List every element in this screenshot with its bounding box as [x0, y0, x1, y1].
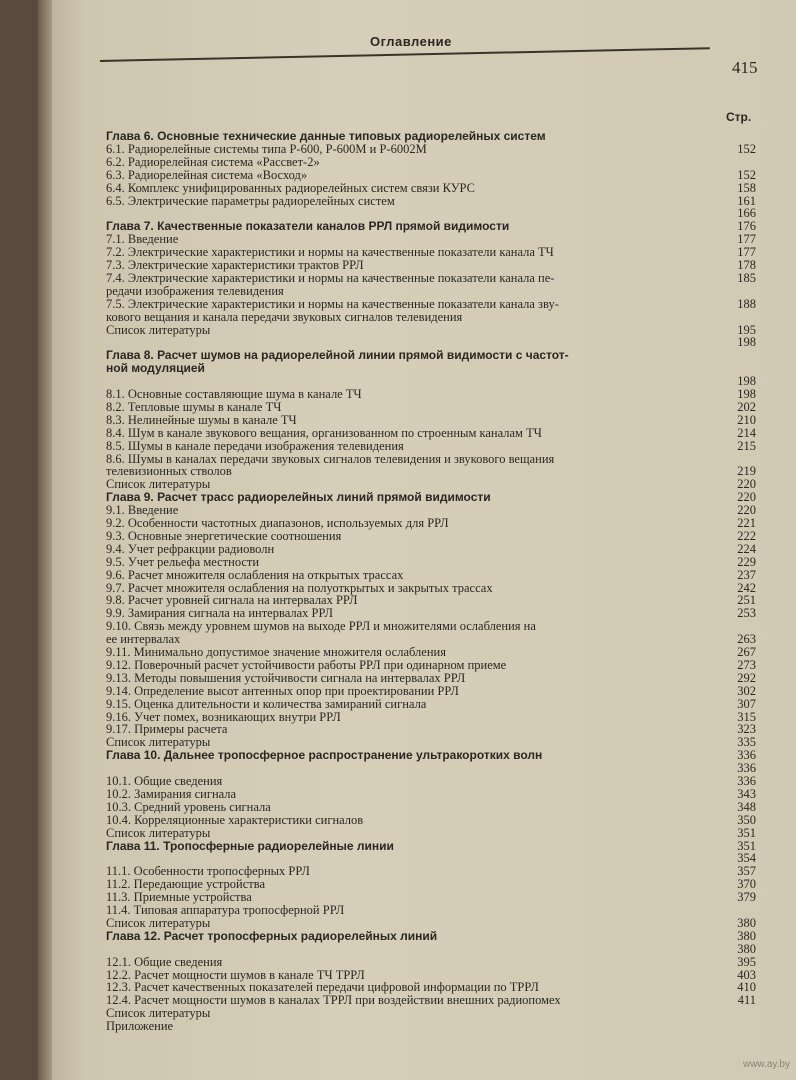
toc-page-number: 302	[737, 683, 756, 698]
toc-entry-title: 10.1. Общие сведения	[106, 774, 223, 788]
toc-page-number: 403	[737, 967, 756, 982]
toc-page-number: 210	[737, 412, 756, 427]
toc-entry-title: Список литературы	[106, 322, 211, 337]
toc-entry-title: 12.4. Расчет мощности шумов в каналах ТРРЛ при воздействии внешних радиопомех	[106, 993, 561, 1008]
toc-entry-title: 9.12. Поверочный расчет устойчивости работы РРЛ при одинарном приеме	[106, 657, 507, 672]
toc-entry-title: кового вещания и канала передачи звуковых сигналов телевидения	[106, 309, 463, 324]
toc-page-number: 273	[737, 657, 756, 672]
toc-entry-title: Глава 8. Расчет шумов на радиорелейной линии прямой видимости с частот-	[106, 348, 569, 363]
toc-entry-title: 6.1. Радиорелейные системы типа Р-600, Р-600М и Р-6002М	[106, 141, 427, 156]
toc-page-number: 195	[737, 322, 756, 337]
toc-entry-title: 9.6. Расчет множителя ослабления на открытых трассах	[106, 567, 404, 582]
toc-entry-title: 6.2. Радиорелейная система «Рассвет-2»	[106, 154, 320, 169]
toc-page-number: 411	[737, 993, 756, 1008]
toc-entry-title: Список литературы	[106, 1006, 211, 1021]
toc-entry-title: 10.2. Замирания сигнала	[106, 786, 237, 801]
toc-entry-title: 9.7. Расчет множителя ослабления на полуоткрытых и закрытых трассах	[106, 580, 493, 595]
toc-page-number: 161	[737, 193, 756, 208]
toc-entry-title: 7.3. Электрические характеристики трактов РРЛ	[106, 258, 364, 272]
toc-page-number: 215	[737, 438, 756, 453]
toc-entry-title: 12.2. Расчет мощности шумов в канале ТЧ ТРРЛ	[106, 967, 365, 982]
toc-page-number: 343	[737, 786, 756, 801]
toc-page-number: 351	[737, 838, 756, 853]
toc-entry-title: 10.4. Корреляционные характеристики сигналов	[106, 812, 364, 827]
toc-page-number: 379	[737, 890, 756, 905]
toc-entry-title: Глава 12. Расчет тропосферных радиорелейных линий	[106, 928, 438, 943]
toc-entry-title: 9.5. Учет рельефа местности	[106, 554, 260, 569]
toc-entry-title: Приложение	[106, 1019, 174, 1034]
toc-page-number: 188	[737, 296, 756, 311]
toc-page-number: 152	[737, 167, 756, 182]
toc-entry-title: 12.1. Общие сведения	[106, 954, 223, 969]
toc-page-number: 380	[737, 915, 756, 930]
toc-entry-title: 11.4. Типовая аппаратура тропосферной РРЛ	[106, 903, 345, 917]
toc-entry-title: 6.5. Электрические параметры радиорелейных систем	[106, 193, 395, 208]
toc-page-number: 263	[737, 632, 756, 647]
toc-entry-title: 9.11. Минимально допустимое значение множителя ослабления	[106, 645, 446, 659]
toc-entry-title: 8.6. Шумы в каналах передачи звуковых сигналов телевидения и звукового вещания	[106, 451, 555, 466]
toc-entry-title: телевизионных стволов	[106, 464, 232, 479]
toc-entry-title: ной модуляцией	[106, 361, 205, 376]
toc-page-number: 251	[737, 593, 756, 608]
toc-page-number: 354	[737, 851, 756, 866]
toc-page-number: 176	[737, 219, 756, 234]
toc-page-number: 336	[737, 761, 756, 776]
toc-entry-title: Список литературы	[106, 915, 211, 930]
toc-entry-title: 10.3. Средний уровень сигнала	[106, 799, 271, 814]
toc-entry-title: 9.2. Особенности частотных диапазонов, используемых для РРЛ	[106, 516, 449, 530]
toc-page-number: 222	[737, 528, 756, 543]
toc-page-number: 224	[737, 541, 756, 556]
toc-entry-title: 9.13. Методы повышения устойчивости сигнала на интервалах РРЛ	[106, 670, 466, 685]
toc-page-number: 237	[737, 567, 756, 582]
page-column-label: Стр.	[726, 110, 752, 124]
toc-entry-title: 11.2. Передающие устройства	[106, 877, 266, 892]
toc-entry-title: 9.4. Учет рефракции радиоволн	[106, 541, 275, 556]
header-rule	[100, 47, 710, 62]
toc-page-number: 351	[737, 825, 756, 840]
toc-page-number: 292	[737, 670, 756, 685]
toc-entry-title: 9.14. Определение высот антенных опор при проектировании РРЛ	[106, 683, 459, 698]
toc-entry-title: 9.17. Примеры расчета	[106, 722, 228, 737]
toc-page-number: 357	[737, 864, 756, 879]
toc-page-number: 380	[737, 928, 756, 943]
toc-entry-title: Глава 6. Основные технические данные типовых радиорелейных систем	[106, 129, 546, 143]
toc-entry-title: 9.3. Основные энергетические соотношения	[106, 528, 342, 543]
page-title: Оглавление	[370, 34, 452, 49]
toc-entry-title: 8.1. Основные составляющие шума в канале ТЧ	[106, 387, 362, 401]
toc-entry-title: 7.5. Электрические характеристики и нормы на качественные показатели канала зву-	[106, 296, 559, 311]
toc-entry-title: 9.10. Связь между уровнем шумов на выходе РРЛ и множителями ослабления на	[106, 619, 536, 634]
toc-page-number: 380	[737, 941, 756, 956]
toc-page-number: 336	[737, 774, 756, 788]
book-gutter	[38, 0, 52, 1080]
toc-entry-title: 8.3. Нелинейные шумы в канале ТЧ	[106, 412, 297, 427]
toc-page-number: 348	[737, 799, 756, 814]
toc-entry-title: 11.1. Особенности тропосферных РРЛ	[106, 864, 310, 879]
watermark: www.ay.by	[742, 1059, 790, 1070]
toc-page-number: 220	[737, 490, 756, 505]
toc-entry-title: 12.3. Расчет качественных показателей передачи цифровой информации по ТРРЛ	[106, 980, 539, 995]
toc-page-number: 185	[737, 270, 756, 285]
toc-entry-title: Список литературы	[106, 825, 211, 840]
toc-page-number: 395	[737, 954, 756, 969]
page-number: 415	[732, 58, 758, 77]
toc-entry-title: 8.5. Шумы в канале передачи изображения телевидения	[106, 438, 404, 453]
toc-page-number: 198	[737, 387, 756, 401]
toc-entry-title: 11.3. Приемные устройства	[106, 890, 252, 905]
toc-entry-title: редачи изображения телевидения	[106, 283, 284, 298]
toc-page-number: 267	[737, 645, 756, 659]
toc-entry-title: Список литературы	[106, 735, 211, 750]
toc-entry-title: 6.3. Радиорелейная система «Восход»	[106, 167, 308, 182]
toc-entry-title: 7.2. Электрические характеристики и нормы на качественные показатели канала ТЧ	[106, 245, 554, 260]
toc-entry-title: Глава 9. Расчет трасс радиорелейных линий прямой видимости	[106, 490, 491, 505]
toc-entry-title: 7.1. Введение	[106, 232, 179, 247]
toc-page-number: 198	[737, 374, 756, 389]
toc-entry-title: 9.16. Учет помех, возникающих внутри РРЛ	[106, 709, 341, 724]
toc-page-number: 177	[737, 245, 756, 260]
toc-page-number: 253	[737, 606, 756, 621]
toc-entry-title: 7.4. Электрические характеристики и нормы на качественные показатели канала пе-	[106, 270, 555, 285]
toc-page-number: 202	[737, 399, 756, 414]
toc-page-number: 350	[737, 812, 756, 827]
toc-entry-title: 8.4. Шум в канале звукового вещания, организованном по строенным каналам ТЧ	[106, 425, 542, 440]
toc-page-number: 307	[737, 696, 756, 711]
toc-entry-title: 9.9. Замирания сигнала на интервалах РРЛ	[106, 606, 333, 621]
toc-page-number: 158	[737, 180, 756, 195]
toc-page-number: 166	[737, 206, 756, 221]
toc-page-number: 177	[737, 232, 756, 247]
toc-entry-title: Список литературы	[106, 477, 211, 492]
toc-entry-title: Глава 11. Тропосферные радиорелейные линии	[106, 838, 394, 853]
toc-page-number: 370	[737, 877, 756, 892]
toc-entry-title: Глава 7. Качественные показатели каналов РРЛ прямой видимости	[106, 219, 510, 234]
toc-entry-title: 8.2. Тепловые шумы в канале ТЧ	[106, 399, 282, 414]
toc-page-number: 242	[737, 580, 756, 595]
toc-page-number: 315	[737, 709, 756, 724]
toc-entry-title: 9.8. Расчет уровней сигнала на интервалах РРЛ	[106, 593, 358, 608]
book-page	[38, 0, 796, 1080]
toc-page-number: 229	[737, 554, 756, 569]
toc-entry-title: ее интервалах	[106, 632, 181, 647]
toc-page-number: 178	[737, 258, 756, 272]
toc-page-number: 220	[737, 503, 756, 518]
toc-entry-title: 6.4. Комплекс унифицированных радиорелейных систем связи КУРС	[106, 180, 475, 195]
toc-page-number: 410	[737, 980, 756, 995]
toc-page-number: 336	[737, 748, 756, 763]
toc-entry	[106, 1018, 756, 1034]
toc-page-number: 220	[737, 477, 756, 492]
toc-page-number: 198	[737, 335, 756, 350]
toc-entry-title: 9.15. Оценка длительности и количества замираний сигнала	[106, 696, 427, 711]
toc-page-number: 219	[737, 464, 756, 479]
toc-page-number: 323	[737, 722, 756, 737]
toc-entry-title: Глава 10. Дальнее тропосферное распространение ультракоротких волн	[106, 748, 543, 763]
toc-page-number: 214	[737, 425, 756, 440]
toc-page-number: 221	[737, 516, 756, 530]
toc-page-number: 152	[737, 141, 756, 156]
toc-entry-title: 9.1. Введение	[106, 503, 179, 518]
toc-page-number: 335	[737, 735, 756, 750]
